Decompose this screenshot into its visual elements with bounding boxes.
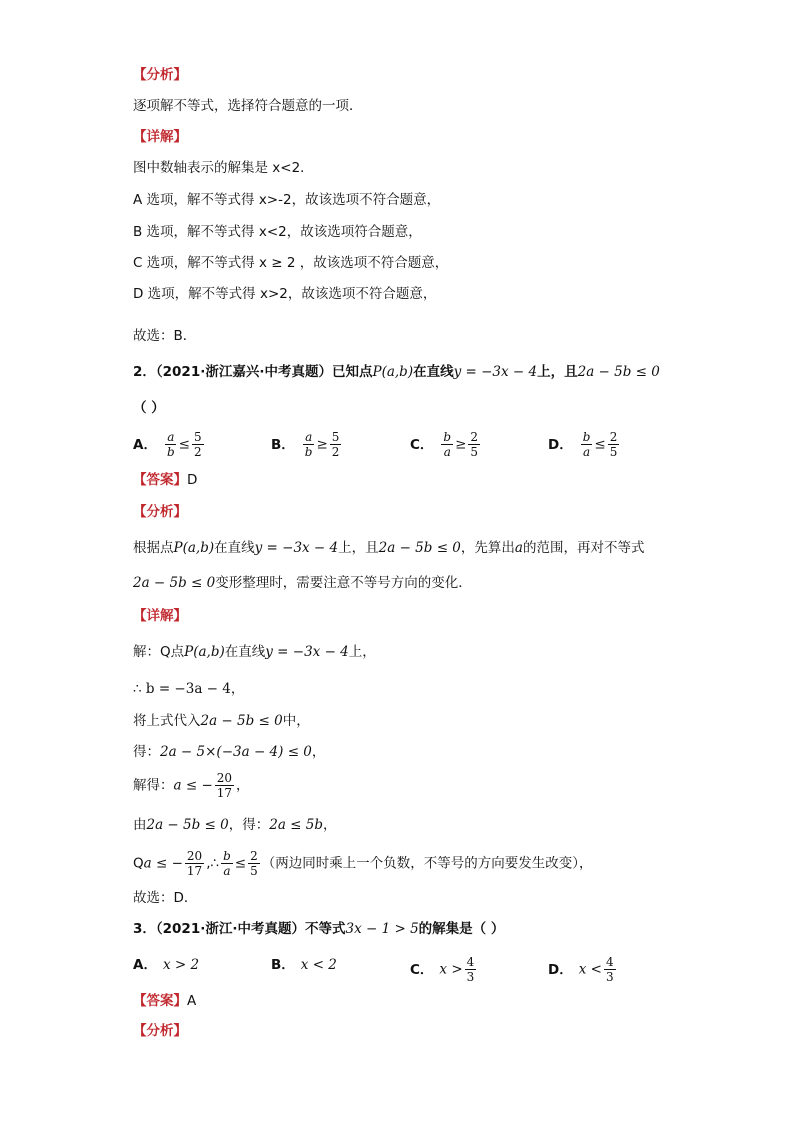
- fraction: $\frac{b}{a}$: [223, 849, 231, 878]
- q1-option-c-analysis: C 选项，解不等式得 x ≥ 2 ，故该选项不符合题意，: [133, 255, 449, 271]
- detail-label: 【详解】: [133, 129, 187, 145]
- fraction: $\frac{5}{2}$: [331, 430, 340, 459]
- fraction: $\frac{20}{17}$: [216, 771, 233, 800]
- q2-detail-line7: Qa ≤ − $\frac{20}{17}$ ,∴ $\frac{b}{a}$ ≤ $\frac{2}{5}$ （两边同时乘上一个负数，不等号的方向要发生改变），: [133, 849, 593, 878]
- q2-cond-pre: 上，且: [537, 364, 578, 380]
- q3-analysis-label: 【分析】: [133, 1023, 187, 1039]
- fraction: $\frac{a}{b}$: [304, 430, 313, 459]
- fraction: $\frac{4}{3}$: [605, 955, 614, 984]
- q2-detail-line4: 得：2a − 5×(−3a − 4) ≤ 0，: [133, 744, 326, 760]
- q2-option-a: [133, 430, 206, 459]
- q1-option-a-analysis: A 选项，解不等式得 x>-2，故该选项不符合题意，: [133, 192, 441, 208]
- q2-stem: [133, 362, 660, 382]
- q2-detail-line2: ∴ b = −3a − 4，: [133, 681, 245, 697]
- q3-option-a: A． x > 2: [133, 957, 200, 973]
- q2-analysis-line2: 2a − 5b ≤ 0变形整理时，需要注意不等号方向的变化．: [133, 575, 472, 591]
- option-label: A．: [133, 436, 157, 453]
- relation: ≤: [594, 436, 606, 453]
- q2-line-eq: y = −3x − 4: [453, 364, 538, 380]
- q1-detail-line1: 图中数轴表示的解集是 x<2．: [133, 160, 314, 176]
- option-label: D．: [548, 436, 573, 453]
- q2-source: 2．（2021·浙江嘉兴·中考真题）已知点: [133, 364, 373, 380]
- analysis-label: 【分析】: [133, 67, 187, 83]
- q1-conclusion: 故选：B．: [133, 328, 197, 344]
- q3-option-d: D． x < $\frac{4}{3}$: [548, 955, 614, 984]
- q3-option-b: B． x < 2: [271, 957, 337, 973]
- q2-point: P(a,b): [372, 364, 414, 380]
- option-label: C．: [410, 436, 434, 453]
- q2-answer: 【答案】D: [133, 472, 198, 488]
- q2-analysis-label: 【分析】: [133, 504, 187, 520]
- q2-conclusion: 故选：D．: [133, 890, 198, 906]
- relation: ≥: [455, 436, 467, 453]
- fraction: $\frac{a}{b}$: [166, 430, 175, 459]
- q1-analysis-text: 逐项解不等式，选择符合题意的一项．: [133, 98, 363, 114]
- q3-answer: 【答案】A: [133, 993, 197, 1009]
- q2-option-c: [410, 430, 482, 459]
- q2-detail-label: 【详解】: [133, 608, 187, 624]
- q2-analysis-line1: 根据点P(a,b)在直线y = −3x − 4上，且2a − 5b ≤ 0，先算出a的范围，再对不等式: [133, 540, 645, 556]
- fraction: $\frac{20}{17}$: [186, 849, 203, 878]
- q2-cond: 2a − 5b ≤ 0: [577, 364, 660, 380]
- q2-option-d: [548, 430, 621, 459]
- q3-stem: 3．（2021·浙江·中考真题）不等式3x − 1 > 5的解集是（ ）: [133, 921, 505, 937]
- fraction: $\frac{5}{2}$: [193, 430, 202, 459]
- option-label: B．: [271, 436, 295, 453]
- q2-option-b: [271, 430, 343, 459]
- q2-detail-line3: 将上式代入2a − 5b ≤ 0中，: [133, 713, 310, 729]
- fraction: $\frac{2}{5}$: [470, 430, 479, 459]
- fraction: $\frac{b}{a}$: [582, 430, 591, 459]
- fraction: $\frac{b}{a}$: [443, 430, 452, 459]
- q2-detail-line6: 由2a − 5b ≤ 0，得：2a ≤ 5b，: [133, 817, 337, 833]
- q1-option-d-analysis: D 选项，解不等式得 x>2，故该选项不符合题意，: [133, 286, 437, 302]
- fraction: $\frac{2}{5}$: [609, 430, 618, 459]
- fraction: $\frac{4}{3}$: [466, 955, 475, 984]
- q2-detail-line1: 解：Q点P(a,b)在直线y = −3x − 4上，: [133, 644, 376, 660]
- q2-on-line: 在直线: [413, 364, 454, 380]
- q2-detail-line5: 解得：a ≤ − $\frac{20}{17}$ ，: [133, 771, 250, 800]
- fraction: $\frac{2}{5}$: [250, 849, 258, 878]
- q1-option-b-analysis: B 选项，解不等式得 x<2，故该选项符合题意，: [133, 224, 422, 240]
- q3-option-c: C． x > $\frac{4}{3}$: [410, 955, 475, 984]
- q2-paren: （ ）: [133, 400, 165, 416]
- relation: ≤: [178, 436, 190, 453]
- relation: ≥: [316, 436, 328, 453]
